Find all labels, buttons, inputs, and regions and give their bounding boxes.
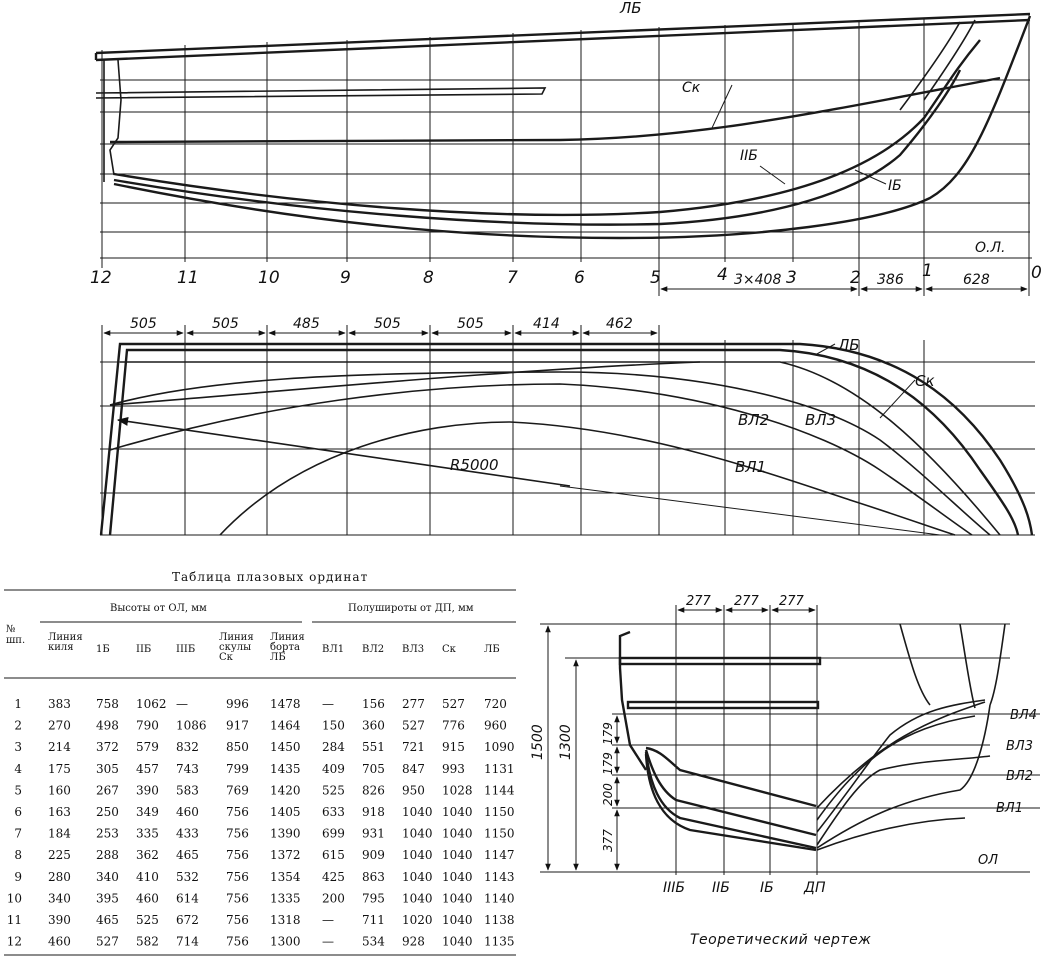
station-12: 12 [90, 268, 112, 288]
label-sk: Ск [682, 80, 701, 96]
profile-grid [100, 15, 1032, 296]
table-cell: 614 [176, 891, 199, 906]
table-cell: 917 [226, 718, 249, 733]
table-cell: 1150 [484, 805, 515, 819]
table-cell: 756 [226, 934, 249, 949]
column-header: ВЛ2 [362, 644, 385, 655]
row-station-number: 9 [14, 869, 22, 884]
station-0: 0 [1031, 263, 1042, 283]
table-cell: 633 [322, 805, 345, 819]
station-7: 7 [507, 268, 518, 288]
station-8: 8 [423, 268, 434, 288]
table-cell: 1138 [484, 913, 515, 927]
table-cell: 799 [226, 761, 249, 776]
label-ol: О.Л. [975, 240, 1006, 256]
table-cell: 918 [362, 805, 385, 819]
spacing-6: 414 [533, 316, 560, 332]
station-10: 10 [258, 268, 280, 288]
table-cell: 457 [136, 761, 159, 776]
dim-179a: 179 [601, 722, 615, 745]
body-plan [530, 594, 1040, 948]
column-header: 1Б [96, 644, 110, 655]
table-cell: 615 [322, 848, 345, 863]
body-top-dim-labels [686, 594, 805, 609]
table-cell: 383 [48, 697, 71, 711]
plan-radius-arrow [118, 420, 570, 486]
table-cell: 1040 [442, 869, 473, 884]
profile-rubrail [96, 88, 545, 98]
table-cell: 705 [362, 761, 385, 776]
table-cell: 863 [362, 869, 385, 884]
table-cell: 160 [48, 783, 71, 798]
table-cell: 1028 [442, 783, 473, 798]
profile-keel-line [114, 16, 1030, 238]
plan-label-radius: R5000 [450, 456, 499, 474]
table-cell: 832 [176, 740, 199, 755]
table-cell: 551 [362, 740, 385, 755]
spacing-7: 462 [606, 316, 633, 332]
profile-buttock-2 [114, 40, 980, 215]
station-1: 1 [922, 261, 933, 281]
table-cell: 931 [362, 826, 385, 841]
body-aft-sections [620, 632, 820, 850]
table-cell: 200 [322, 891, 345, 906]
table-cell: 1040 [442, 805, 473, 819]
table-cell: 1143 [484, 869, 515, 884]
station-5: 5 [650, 268, 661, 288]
dim-3x408: 3×408 [734, 272, 782, 288]
table-cell: 1040 [402, 805, 433, 819]
column-header: ВЛ3 [402, 644, 425, 655]
table-cell: 1131 [484, 761, 515, 776]
spacing-1: 505 [130, 316, 157, 332]
table-cell: 360 [362, 718, 385, 733]
row-station-number: 7 [14, 826, 22, 841]
body-ol-label: ОЛ [978, 853, 999, 868]
wl1-label: ВЛ1 [996, 801, 1023, 816]
dim-377: 377 [601, 829, 615, 852]
table-cell: 1405 [270, 805, 301, 819]
table-cell: 960 [484, 718, 507, 733]
table-cell: 579 [136, 740, 159, 755]
table-cell: 743 [176, 761, 199, 776]
table-cell: — [322, 697, 334, 711]
wl3-label: ВЛ3 [1006, 739, 1033, 754]
table-cell: 758 [96, 697, 119, 711]
table-cell: 433 [176, 826, 199, 841]
table-cell: 1372 [270, 848, 301, 863]
table-cell: 390 [48, 913, 71, 927]
row-station-number: 8 [14, 848, 22, 863]
spacing-2: 505 [212, 316, 239, 332]
column-header: Линия [48, 632, 83, 643]
table-cell: 163 [48, 805, 71, 819]
table-cell: 996 [226, 697, 249, 711]
spacing-4: 505 [374, 316, 401, 332]
column-header: Линия [219, 632, 254, 643]
table-cell: 1335 [270, 891, 301, 906]
plan-label-vl1: ВЛ1 [735, 458, 767, 476]
dim-200: 200 [601, 783, 615, 806]
row-station-number: 4 [14, 761, 22, 776]
plan-label-vl2: ВЛ2 [738, 411, 770, 429]
table-cell: 1318 [270, 913, 301, 927]
body-vertical-dim-labels [530, 722, 615, 852]
profile-stem-curve-2 [900, 22, 960, 110]
plan-wl1 [220, 422, 955, 535]
top-dim-3: 277 [779, 594, 804, 609]
label-b2: IIБ [712, 880, 730, 896]
table-cell: 498 [96, 718, 119, 733]
table-cell: 277 [402, 697, 425, 711]
table-cell: 532 [176, 869, 199, 884]
label-buttock-1: IБ [888, 178, 902, 194]
dim-179b: 179 [601, 752, 615, 775]
table-cell: 184 [48, 826, 71, 841]
column-header: Ск [219, 652, 233, 663]
table-cell: 527 [402, 718, 425, 733]
dim-386: 386 [877, 272, 904, 288]
table-cell: 1300 [270, 934, 301, 949]
table-column-headers [48, 632, 500, 663]
plan-label-vl3: ВЛ3 [805, 411, 837, 429]
row-station-number: 6 [14, 805, 22, 819]
table-cell: 1147 [484, 848, 515, 863]
table-cell: 1020 [402, 913, 433, 927]
table-cell: 1435 [270, 761, 301, 776]
table-cell: 1040 [442, 826, 473, 841]
table-cell: 928 [402, 934, 425, 949]
profile-buttock-1 [114, 70, 960, 225]
table-cell: 1040 [402, 891, 433, 906]
table-cell: 1062 [136, 697, 167, 711]
table-cell: 534 [362, 934, 385, 949]
table-cell: 270 [48, 718, 71, 733]
profile-transom [110, 60, 121, 175]
station-3: 3 [786, 268, 797, 288]
table-cell: 756 [226, 891, 249, 906]
table-cell: 390 [136, 783, 159, 798]
table-cell: — [176, 697, 188, 711]
table-cell: 795 [362, 891, 385, 906]
table-cell: 527 [96, 934, 119, 949]
table-cell: 756 [226, 826, 249, 841]
column-header: Ск [442, 644, 456, 655]
wl2-label: ВЛ2 [1006, 769, 1033, 784]
table-cell: 305 [96, 761, 119, 776]
table-cell: 425 [322, 869, 345, 884]
table-cell: 335 [136, 826, 159, 841]
table-cell: 1040 [442, 891, 473, 906]
body-wl-labels [978, 708, 1037, 868]
plan-wl2 [110, 384, 972, 535]
dim-1500: 1500 [530, 724, 546, 760]
column-header: ЛБ [484, 644, 500, 655]
table-cell: 847 [402, 761, 425, 776]
station-6: 6 [574, 268, 585, 288]
table-cell: 214 [48, 740, 71, 755]
profile-view [90, 0, 1042, 296]
table-cell: 1478 [270, 697, 301, 711]
table-cell: 950 [402, 783, 425, 798]
table-cell: 776 [442, 718, 465, 733]
plan-sheer-inner [110, 350, 1018, 535]
table-cell: 672 [176, 913, 199, 927]
column-header: борта [270, 642, 300, 653]
table-cell: 527 [442, 697, 465, 711]
table-cell: 150 [322, 718, 345, 733]
table-cell: 175 [48, 761, 71, 776]
table-cell: 409 [322, 761, 345, 776]
table-cell: 1450 [270, 740, 301, 755]
table-cell: 582 [136, 934, 159, 949]
table-cell: 465 [96, 913, 119, 927]
table-cell: 525 [136, 913, 159, 927]
table-cell: 410 [136, 869, 159, 884]
dim-1300: 1300 [558, 724, 574, 760]
table-title: Таблица плазовых ординат [172, 570, 369, 584]
table-cell: 253 [96, 826, 119, 841]
plan-label-sk: Ск [915, 372, 935, 390]
table-cell: 826 [362, 783, 385, 798]
profile-chine-line [110, 78, 1000, 142]
table-cell: 349 [136, 805, 159, 819]
table-cell: 340 [48, 891, 71, 906]
table-cell: 711 [362, 913, 385, 927]
row-station-number: 1 [14, 697, 22, 711]
row-station-number: 5 [14, 783, 22, 798]
table-cell: 250 [96, 805, 119, 819]
column-header: ЛБ [270, 652, 286, 663]
table-cell: 460 [48, 934, 71, 949]
table-cell: 284 [322, 740, 345, 755]
table-cell: 850 [226, 740, 249, 755]
table-cell: 1354 [270, 869, 301, 884]
top-dim-2: 277 [734, 594, 759, 609]
column-header: Линия [270, 632, 305, 643]
table-cell: 288 [96, 848, 119, 863]
table-cell: 362 [136, 848, 159, 863]
station-4: 4 [717, 265, 728, 285]
plan-spacing-labels [130, 316, 633, 332]
label-b1: IБ [760, 880, 774, 896]
body-grid [540, 605, 1040, 875]
table-cell: 756 [226, 848, 249, 863]
table-cell: 756 [226, 869, 249, 884]
table-cell: 460 [176, 805, 199, 819]
station-11: 11 [177, 268, 199, 288]
plan-chine-aft [110, 362, 700, 405]
table-cell: 790 [136, 718, 159, 733]
column-header: IIБ [136, 644, 152, 655]
label-lb: ЛБ [620, 0, 642, 17]
table-cell: 1040 [402, 826, 433, 841]
table-cell: 225 [48, 848, 71, 863]
table-cell: 280 [48, 869, 71, 884]
table-cell: 993 [442, 761, 465, 776]
table-cell: 756 [226, 913, 249, 927]
wl4-label: ВЛ4 [1010, 708, 1037, 723]
label-buttock-2: IIБ [740, 148, 758, 164]
table-cell: — [322, 913, 334, 927]
table-cell: 395 [96, 891, 119, 906]
table-cell: 156 [362, 697, 385, 711]
row-station-number: 3 [14, 740, 22, 755]
table-cell: 1086 [176, 718, 207, 733]
column-header: скулы [219, 642, 252, 653]
label-dp: ДП [804, 880, 826, 896]
table-cell: 1140 [484, 891, 515, 906]
offsets-table [4, 570, 516, 955]
station-9: 9 [340, 268, 351, 288]
table-cell: 525 [322, 783, 345, 798]
dim-628: 628 [963, 272, 990, 288]
top-dim-1: 277 [686, 594, 711, 609]
row-station-number: 12 [6, 934, 22, 949]
station-2: 2 [850, 268, 861, 288]
table-cell: 1144 [484, 783, 515, 798]
column-header: ВЛ1 [322, 644, 345, 655]
table-cell: 1090 [484, 740, 515, 755]
plan-grid [100, 325, 1035, 535]
table-cell: 1420 [270, 783, 301, 798]
table-cell: 1040 [402, 848, 433, 863]
table-cell: 583 [176, 783, 199, 798]
table-cell: 756 [226, 805, 249, 819]
hdr-halfbreadths: Полушироты от ДП, мм [348, 603, 474, 614]
table-cell: 721 [402, 740, 425, 755]
table-cell: 1040 [442, 913, 473, 927]
table-cell: 460 [136, 891, 159, 906]
plan-view [100, 316, 1035, 535]
label-b3: IIIБ [663, 880, 685, 896]
table-cell: 1464 [270, 718, 301, 733]
table-cell: 909 [362, 848, 385, 863]
table-cell: 372 [96, 740, 119, 755]
table-cell: — [322, 934, 334, 949]
table-cell: 1040 [442, 934, 473, 949]
hdr-heights: Высоты от ОЛ, мм [110, 603, 207, 614]
drawing-caption: Теоретический чертеж [690, 932, 872, 948]
table-cell: 714 [176, 934, 199, 949]
table-cell: 915 [442, 740, 465, 755]
hdr-no: № [6, 624, 16, 635]
plan-label-lb: ЛБ [838, 336, 860, 354]
table-cell: 340 [96, 869, 119, 884]
table-cell: 1150 [484, 826, 515, 841]
spacing-3: 485 [293, 316, 320, 332]
row-station-number: 10 [6, 891, 22, 906]
row-station-number: 2 [14, 718, 22, 733]
table-cell: 1040 [442, 848, 473, 863]
column-header: IIIБ [176, 644, 196, 655]
table-cell: 699 [322, 826, 345, 841]
table-cell: 720 [484, 697, 507, 711]
column-header: киля [48, 642, 74, 653]
table-rows [7, 697, 515, 949]
body-bottom-labels [663, 880, 826, 896]
table-cell: 267 [96, 783, 119, 798]
table-cell: 1040 [402, 869, 433, 884]
table-cell: 769 [226, 783, 249, 798]
profile-sheer-line [96, 14, 1030, 60]
table-cell: 465 [176, 848, 199, 863]
spacing-5: 505 [457, 316, 484, 332]
hdr-frame: шп. [6, 635, 26, 646]
table-cell: 1135 [484, 934, 515, 949]
row-station-number: 11 [6, 913, 22, 927]
table-cell: 1390 [270, 826, 301, 841]
